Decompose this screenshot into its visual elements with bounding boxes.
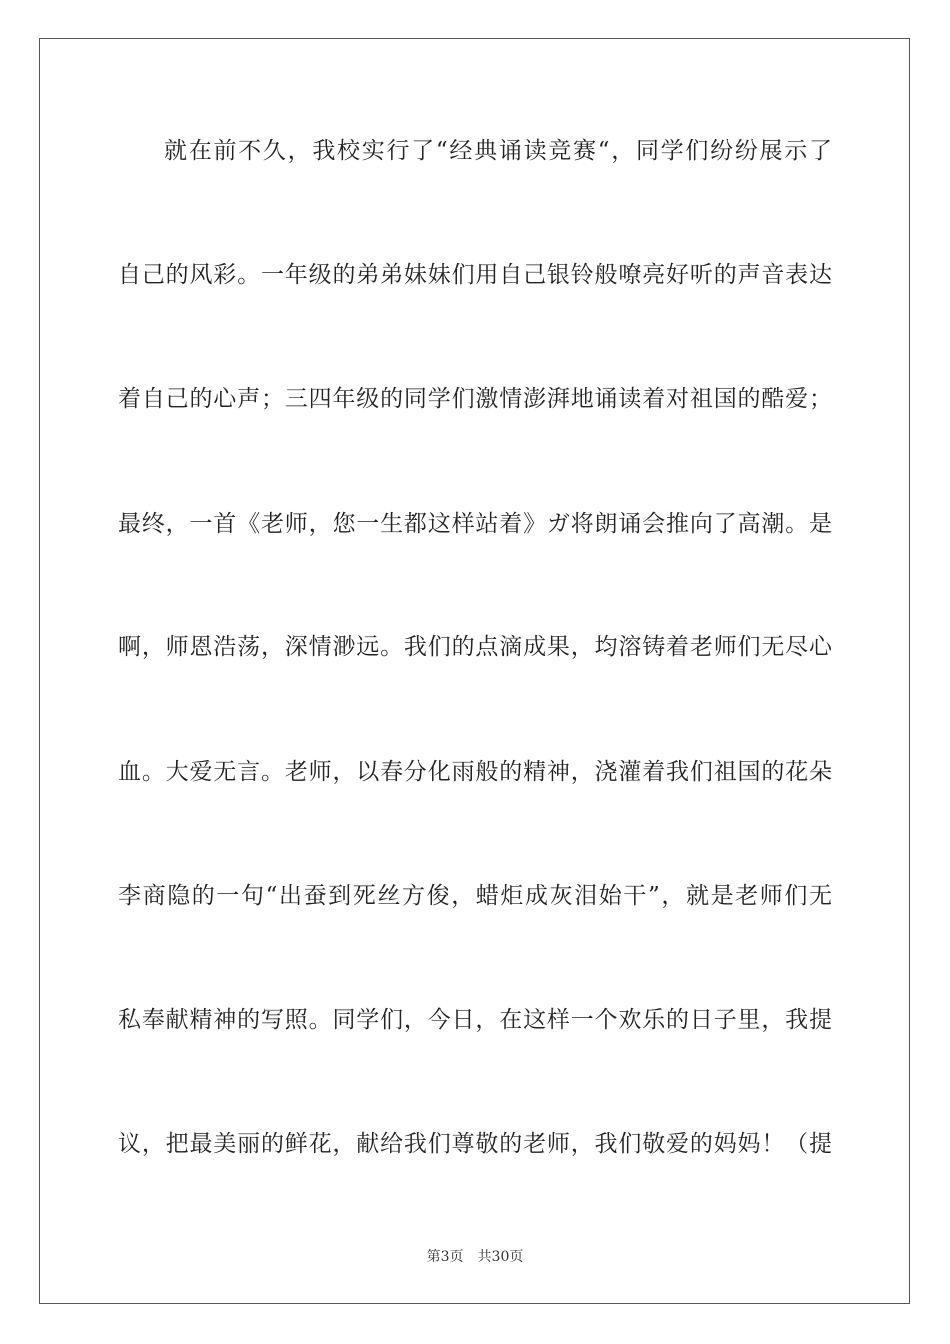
paragraph-line-4: 最终，一首《老师，您一生都这样站着》ガ将朗诵会推向了高潮。是 (118, 511, 832, 537)
paragraph-line-1: 就在前不久，我校实行了“经典诵读竞赛“，同学们纷纷展示了 (164, 138, 832, 164)
paragraph-line-9: 议，把最美丽的鲜花，献给我们尊敬的老师，我们敬爱的妈妈！（提 (118, 1131, 832, 1157)
paragraph-line-5: 啊，师恩浩荡，深情渺远。我们的点滴成果，均溶铸着老师们无尽心 (118, 634, 832, 660)
paragraph-line-6: 血。大爱无言。老师，以春分化雨般的精神，浇灌着我们祖国的花朵 (118, 759, 832, 785)
paragraph-line-7: 李商隐的一句“出蚕到死丝方俊，蜡炬成灰泪始干”，就是老师们无 (118, 883, 832, 909)
page-frame (39, 38, 910, 1304)
paragraph-line-8: 私奉献精神的写照。同学们，今日，在这样一个欢乐的日子里，我提 (118, 1007, 832, 1033)
page-number: 第3页 (426, 1249, 464, 1265)
total-pages: 共30页 (477, 1249, 524, 1265)
paragraph-line-2: 自己的风彩。一年级的弟弟妹妹们用自己银铃般嘹亮好听的声音表达 (118, 262, 832, 288)
paragraph-line-3: 着自己的心声；三四年级的同学们激情澎湃地诵读着对祖国的酷爱； (118, 386, 832, 412)
page-footer (0, 1246, 950, 1266)
